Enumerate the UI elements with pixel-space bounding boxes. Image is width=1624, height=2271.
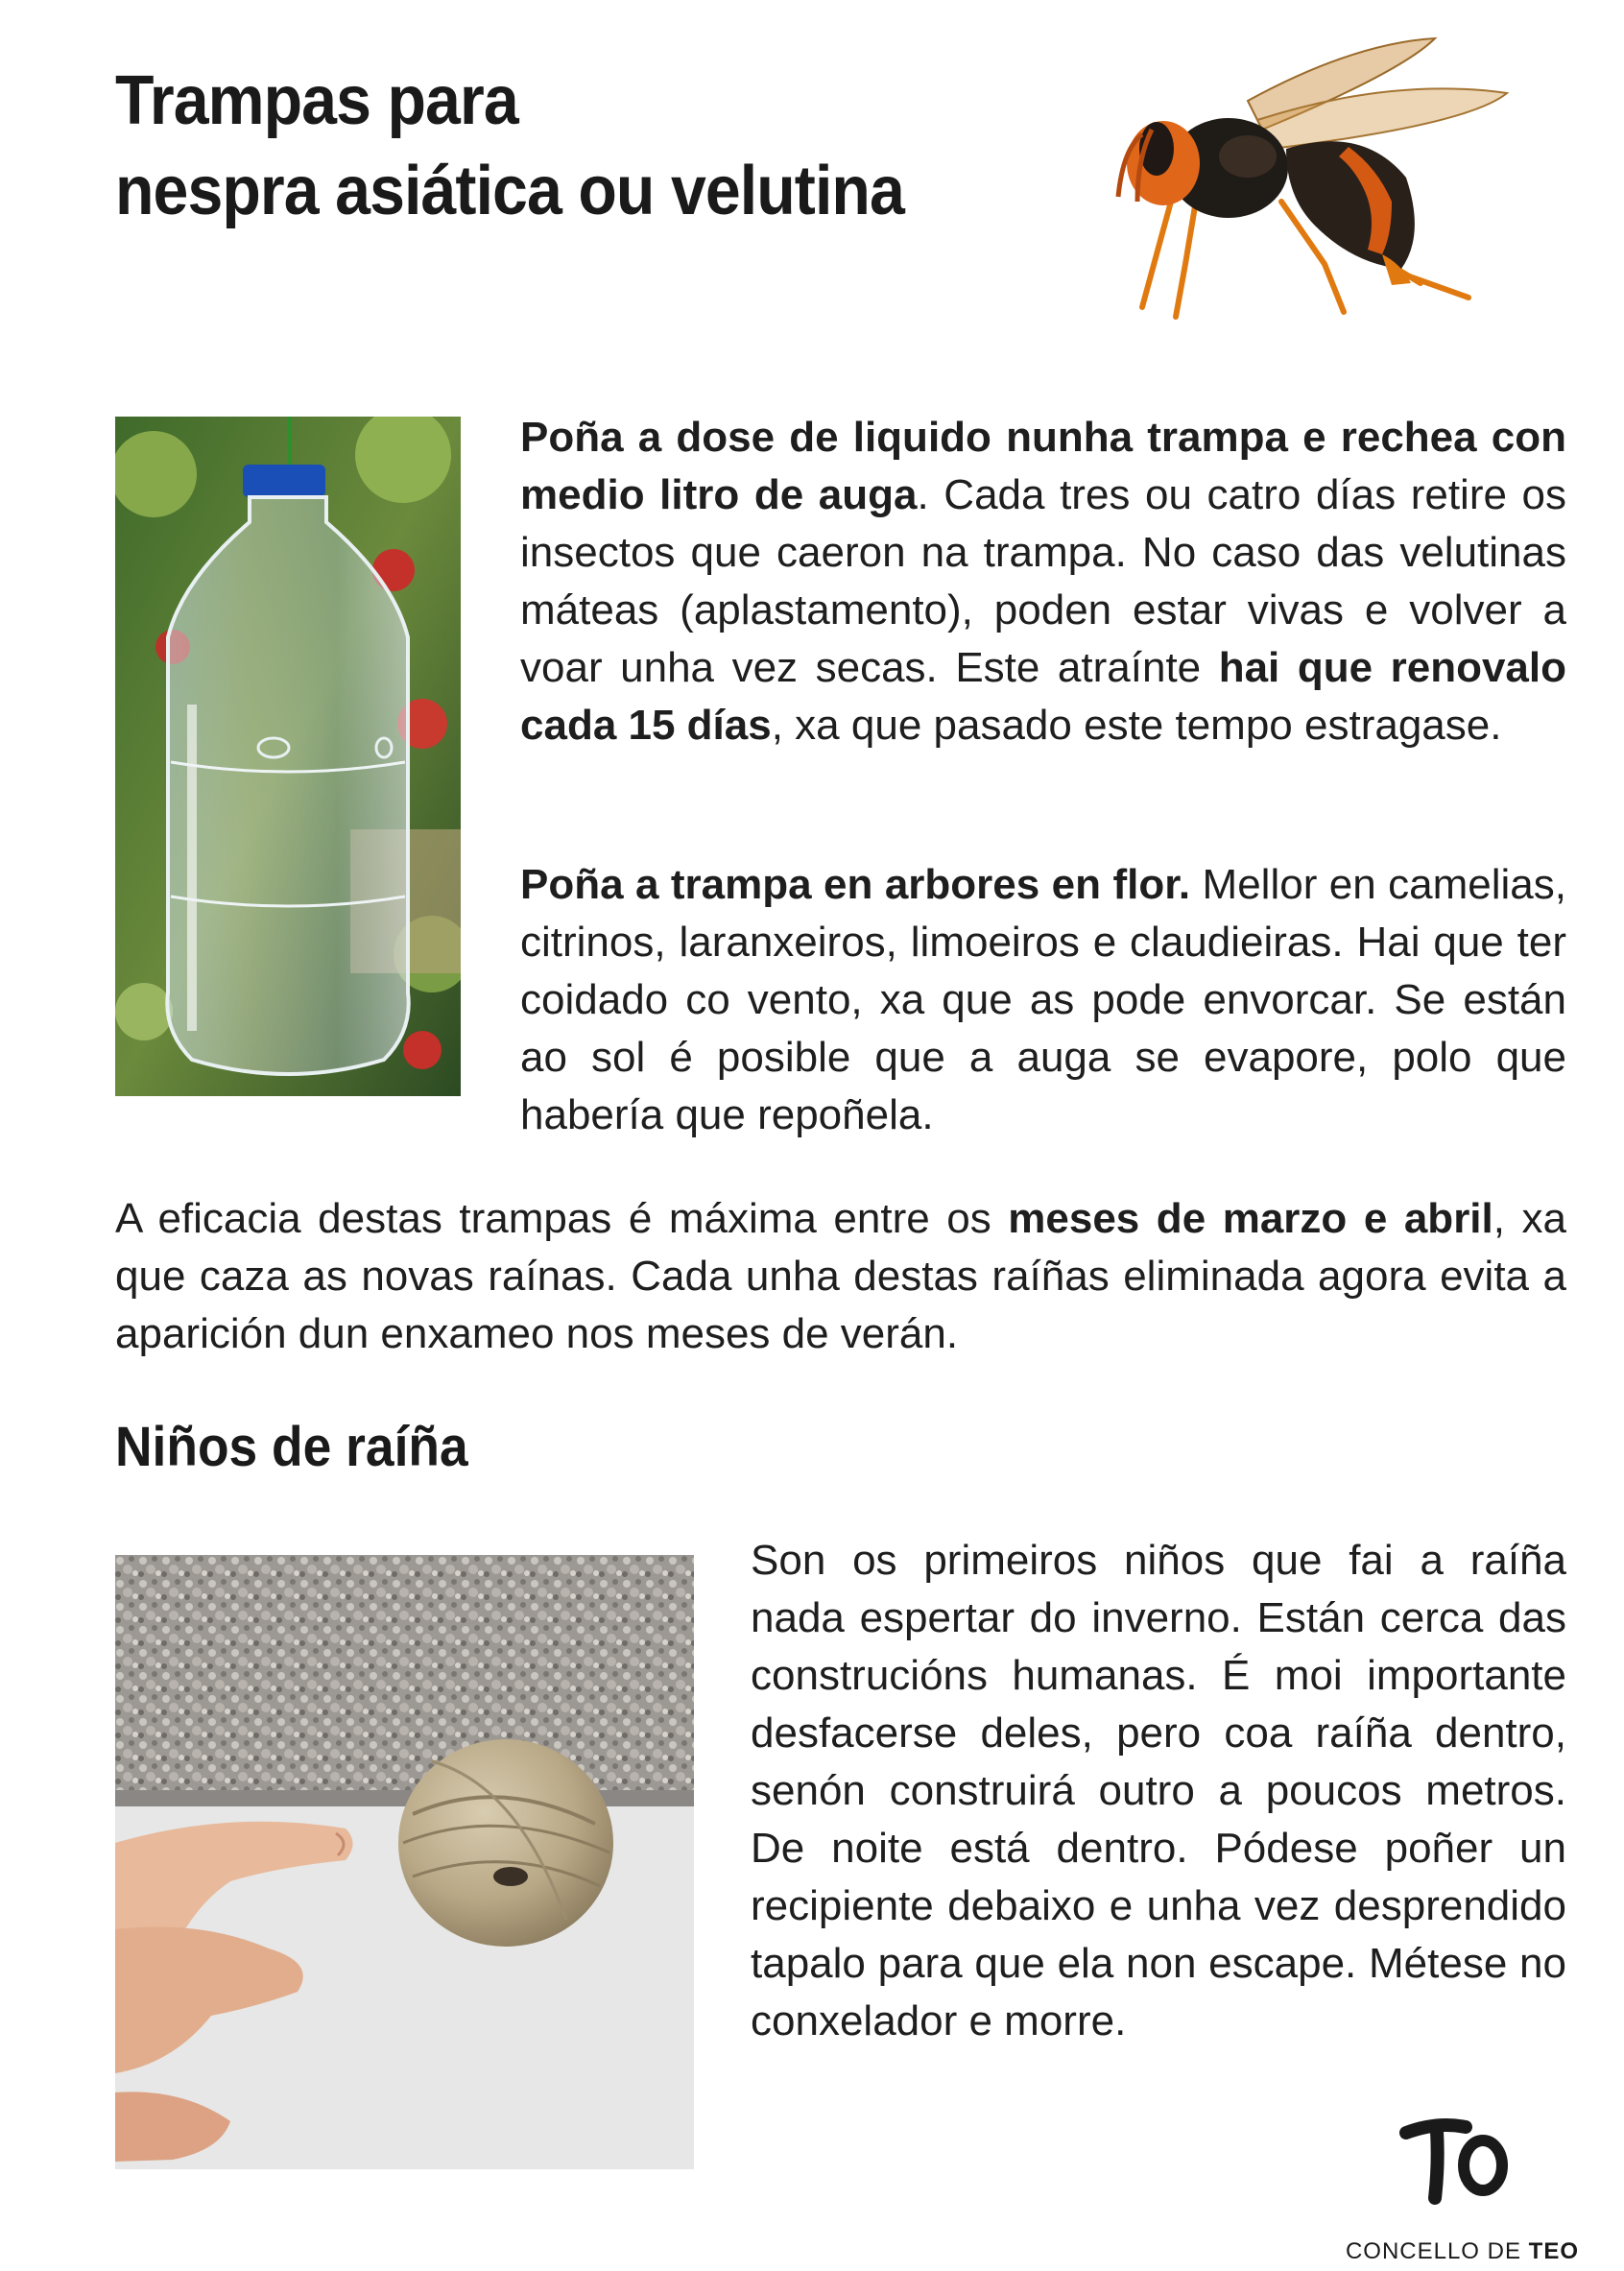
text-run: , xa que pasado este tempo estragase.: [771, 702, 1502, 749]
trap-instructions-paragraph: [520, 409, 1566, 754]
text-run: A eficacia destas trampas é máxima entre os: [115, 1195, 1009, 1242]
trap-placement-paragraph: [520, 856, 1566, 1144]
teo-logo-mark: [1398, 2112, 1514, 2208]
queen-nests-heading: Niños de raíña: [115, 1416, 468, 1478]
text-run-bold: Poña a trampa en arbores en flor.: [520, 861, 1191, 908]
text-run: Mellor en camelias, citrinos, laranxeiros, limoeiros e claudieiras. Hai que ter coidado co vento, xa que as pode envorcar. Se están ao sol é posible que a auga se evapore, polo que habería que repoñela.: [520, 861, 1566, 1138]
text-run-bold: meses de marzo e abril: [1008, 1195, 1493, 1242]
text-run-bold: Poña a dose de liquido nunha trampa e rechea con medio litro de auga: [520, 414, 1566, 518]
text-run-bold: hai que renovalo cada 15 días: [520, 644, 1566, 749]
queen-nest-photo: [115, 1555, 694, 2169]
title-line-1: Trampas para: [115, 62, 518, 139]
bottle-trap-photo: [115, 417, 461, 1096]
text-run: Son os primeiros niños que fai a raíña nada espertar do inverno. Están cerca das construcións humanas. É moi importante desfacerse deles, pero coa raíña dentro, senón construirá outro a poucos metros. De noite está dentro. Pódese poñer un recipiente debaixo e unha vez desprendido tapalo para que ela non escape. Métese no conxelador e morre.: [751, 1537, 1566, 2044]
text-run: , xa que caza as novas raínas. Cada unha destas raíñas eliminada agora evita a aparición dun enxameo nos meses de verán.: [115, 1195, 1567, 1357]
text-run: . Cada tres ou catro días retire os insectos que caeron na trampa. No caso das velutinas máteas (aplastamento), poden estar vivas e volver a voar unha vez secas. Este atraínte: [520, 471, 1566, 691]
page-title: [115, 56, 904, 236]
concello-de-teo-logo: [1339, 2112, 1579, 2271]
asian-hornet-image: [1104, 34, 1564, 355]
title-line-2: nespra asiática ou velutina: [115, 153, 904, 229]
trap-effectiveness-paragraph: [115, 1190, 1566, 1363]
logo-caption: [1339, 2238, 1579, 2265]
queen-nest-paragraph: [751, 1532, 1566, 2050]
logo-prefix: CONCELLO DE: [1345, 2238, 1529, 2264]
logo-name: TEO: [1528, 2238, 1579, 2264]
